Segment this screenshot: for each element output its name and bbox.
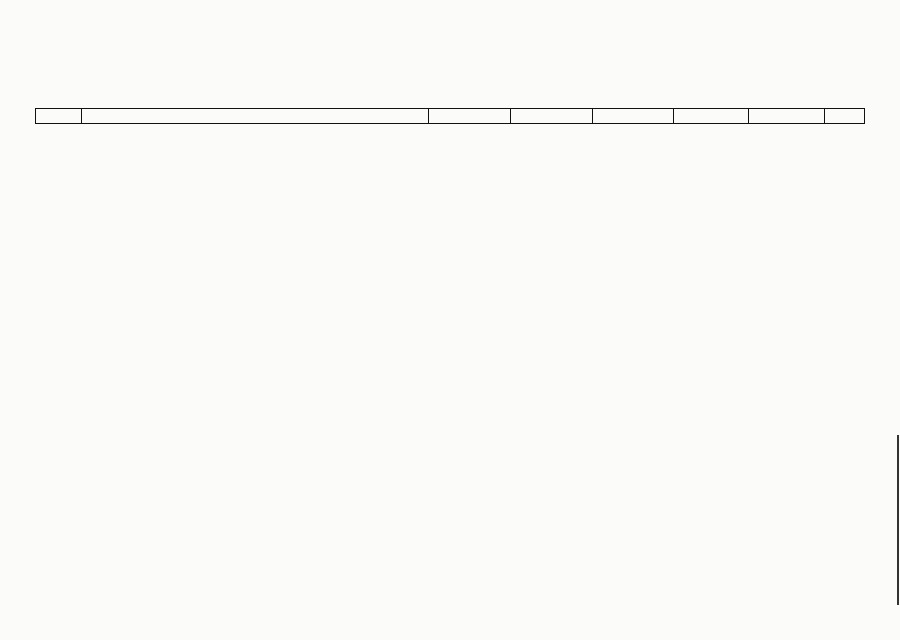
header-cell <box>592 109 674 123</box>
header-cell <box>81 109 429 123</box>
scan-edge <box>897 435 899 605</box>
header-cell <box>748 109 825 123</box>
header-cell <box>673 109 749 123</box>
header-cell <box>824 109 865 123</box>
header-cell <box>510 109 593 123</box>
table-header <box>35 108 865 124</box>
header-cell <box>428 109 511 123</box>
header-cell <box>36 109 81 123</box>
